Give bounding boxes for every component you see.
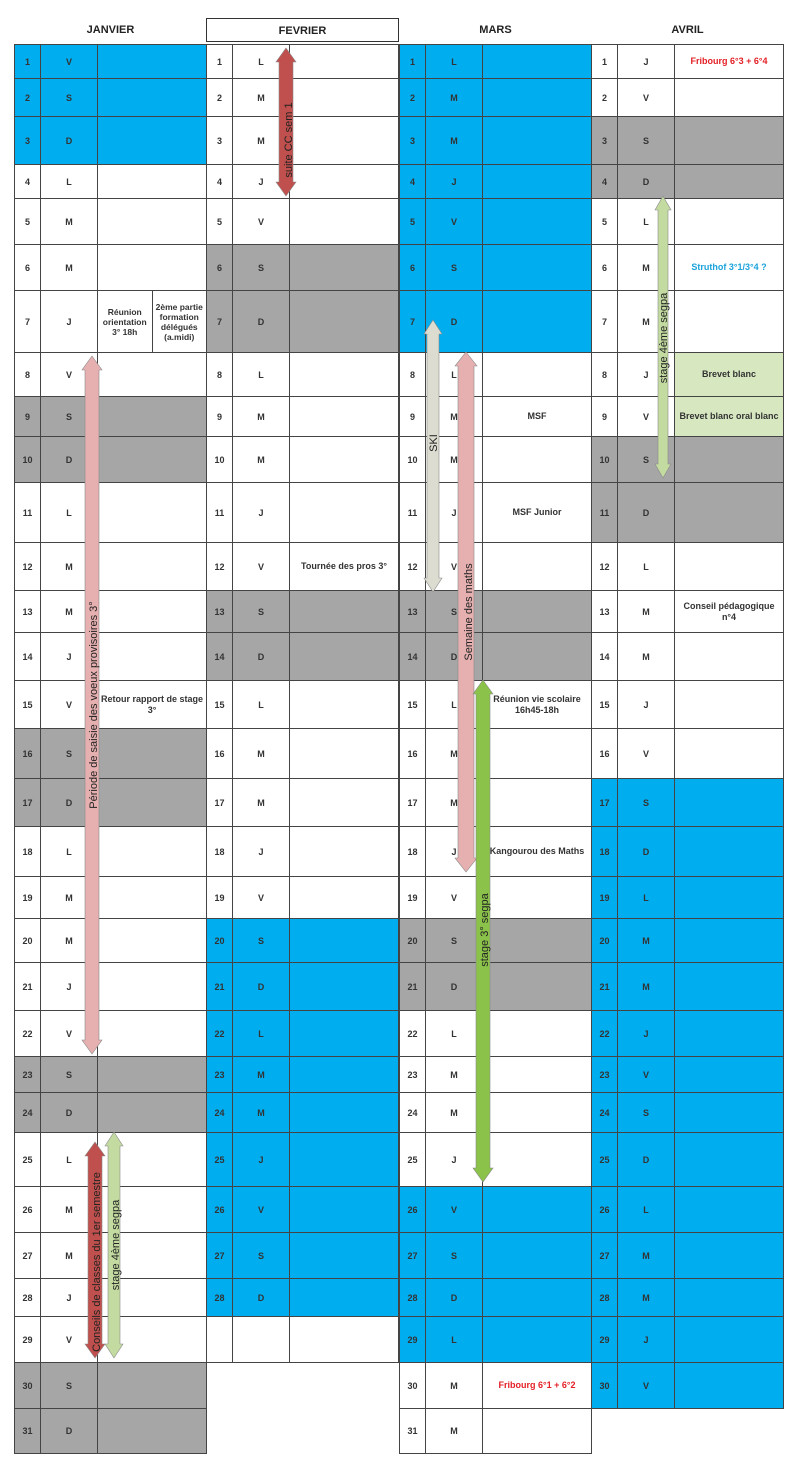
day-number: 4 [400,165,426,198]
day-of-week: V [41,1317,98,1362]
day-of-week: V [41,1011,98,1056]
day-number: 22 [15,1011,41,1056]
day-of-week: V [426,199,483,244]
day-number: 23 [207,1057,233,1092]
day-of-week: V [618,1057,675,1092]
day-of-week: M [426,1093,483,1132]
day-number: 3 [207,117,233,164]
day-of-week: V [618,397,675,436]
day-of-week: S [233,245,290,290]
day-of-week: M [233,437,290,482]
day-number: 30 [592,1363,618,1408]
arrow-label: Semaine des maths [463,563,475,661]
day-of-week: M [618,633,675,680]
event-label: Retour rapport de stage 3° [100,693,203,715]
day-number: 14 [592,633,618,680]
event-label: Réunion vie scolaire 16h45-18h [493,693,581,715]
day-of-week: M [233,1057,290,1092]
day-of-week: S [426,591,483,632]
day-number: 27 [15,1233,41,1278]
day-of-week: S [618,437,675,482]
day-number: 16 [207,729,233,778]
day-of-week: J [41,291,98,352]
day-number: 9 [207,397,233,436]
day-of-week: J [41,633,98,680]
day-number: 10 [400,437,426,482]
event-label: Struthof 3°1/3°4 ? [691,262,767,272]
day-of-week: V [41,353,98,396]
day-number: 1 [400,45,426,78]
day-number: 6 [207,245,233,290]
day-of-week: J [41,963,98,1010]
day-number: 16 [15,729,41,778]
day-of-week: L [618,1187,675,1232]
day-number: 21 [400,963,426,1010]
event-label: Brevet blanc [675,353,783,396]
day-number: 11 [207,483,233,542]
event-label: Conseil pédagogique n°4 [683,600,775,622]
day-number: 9 [15,397,41,436]
day-of-week: J [41,1279,98,1316]
event-label: Brevet blanc oral blanc [675,397,783,436]
day-of-week: D [426,1279,483,1316]
day-number: 28 [592,1279,618,1316]
day-of-week: D [233,1279,290,1316]
day-number: 25 [592,1133,618,1186]
day-number: 7 [207,291,233,352]
day-number: 13 [15,591,41,632]
day-number: 31 [400,1409,426,1453]
day-number: 2 [592,79,618,116]
day-number: 16 [592,729,618,778]
day-number: 22 [207,1011,233,1056]
day-of-week: V [618,79,675,116]
double-arrow-ski [424,320,442,592]
day-of-week: M [426,779,483,826]
day-of-week: V [41,45,98,78]
day-of-week: J [618,1011,675,1056]
day-number: 17 [592,779,618,826]
day-number: 7 [592,291,618,352]
day-of-week: D [41,117,98,164]
day-number: 5 [400,199,426,244]
day-number: 8 [592,353,618,396]
day-of-week: D [41,1409,98,1453]
day-of-week: D [41,437,98,482]
day-number: 4 [592,165,618,198]
day-of-week: M [41,877,98,918]
day-number: 6 [400,245,426,290]
day-of-week: D [618,1133,675,1186]
day-number: 15 [592,681,618,728]
day-of-week: L [41,165,98,198]
day-number: 24 [15,1093,41,1132]
day-number: 23 [592,1057,618,1092]
day-number: 18 [207,827,233,876]
day-of-week: J [426,827,483,876]
day-of-week: D [41,1093,98,1132]
day-number: 24 [400,1093,426,1132]
day-of-week: S [618,1093,675,1132]
day-number: 17 [400,779,426,826]
day-of-week: L [41,1133,98,1186]
day-of-week: L [618,199,675,244]
day-number: 10 [207,437,233,482]
day-number: 19 [592,877,618,918]
day-number: 17 [15,779,41,826]
day-number: 21 [15,963,41,1010]
day-of-week: L [41,483,98,542]
day-of-week: M [233,729,290,778]
day-of-week: M [618,591,675,632]
day-of-week: J [233,483,290,542]
day-number: 24 [592,1093,618,1132]
day-of-week: M [618,1279,675,1316]
day-of-week: J [426,165,483,198]
day-of-week: M [41,1187,98,1232]
event-label: Fribourg 6°3 + 6°4 [690,56,768,66]
day-of-week: M [41,591,98,632]
event-label: Tournée des pros 3° [301,561,387,571]
day-number: 2 [207,79,233,116]
day-of-week: J [233,165,290,198]
day-of-week: L [41,827,98,876]
day-of-week: V [618,729,675,778]
event-label: 2ème partie formation délégués (a.midi) [155,301,203,342]
day-number: 30 [15,1363,41,1408]
day-of-week: L [233,45,290,78]
day-of-week: S [618,779,675,826]
day-of-week: M [41,543,98,590]
day-number: 29 [15,1317,41,1362]
day-number: 27 [592,1233,618,1278]
day-number: 19 [400,877,426,918]
day-of-week: M [233,779,290,826]
day-of-week: S [41,729,98,778]
arrow-label: Période de saisie des voeux provisoires 3° [88,601,100,809]
day-of-week: S [426,1233,483,1278]
day-of-week: V [618,1363,675,1408]
day-of-week: S [41,1057,98,1092]
day-number: 5 [592,199,618,244]
day-number: 16 [400,729,426,778]
day-of-week: S [41,1363,98,1408]
day-number: 17 [207,779,233,826]
day-of-week: V [233,199,290,244]
arrow-label: stage 4ème segpa [658,292,670,384]
day-of-week: D [233,963,290,1010]
day-of-week: L [426,1317,483,1362]
day-of-week: J [426,483,483,542]
day-of-week: D [426,291,483,352]
day-number: 21 [592,963,618,1010]
day-of-week: S [233,591,290,632]
day-of-week: J [618,45,675,78]
day-number: 11 [15,483,41,542]
day-number: 24 [207,1093,233,1132]
day-number: 4 [207,165,233,198]
day-of-week: M [426,729,483,778]
day-of-week: V [233,877,290,918]
day-number: 12 [207,543,233,590]
day-number: 23 [15,1057,41,1092]
day-number: 28 [207,1279,233,1316]
day-number: 13 [400,591,426,632]
day-of-week: V [233,1187,290,1232]
day-of-week: M [618,963,675,1010]
day-of-week: D [41,779,98,826]
day-number: 8 [400,353,426,396]
month-header: MARS [479,24,512,36]
day-number: 21 [207,963,233,1010]
arrow-label: Conseils de classes du 1er semestre [91,1172,103,1352]
day-of-week: M [426,117,483,164]
day-number: 5 [15,199,41,244]
day-of-week: V [41,681,98,728]
day-of-week: S [233,1233,290,1278]
day-of-week: S [41,397,98,436]
day-number: 26 [207,1187,233,1232]
day-number: 1 [592,45,618,78]
day-number: 29 [592,1317,618,1362]
day-of-week: J [233,1133,290,1186]
day-of-week: M [618,291,675,352]
day-number: 20 [15,919,41,962]
day-number: 2 [400,79,426,116]
day-of-week: J [618,353,675,396]
day-of-week: L [233,353,290,396]
day-of-week: L [426,45,483,78]
day-number: 7 [15,291,41,352]
arrow-label: suite CC sem 1 [283,102,295,178]
day-of-week: M [426,437,483,482]
day-number: 11 [592,483,618,542]
day-of-week: J [618,681,675,728]
day-of-week: M [426,1057,483,1092]
day-number: 15 [400,681,426,728]
day-of-week: M [618,1233,675,1278]
day-number: 10 [15,437,41,482]
day-number: 2 [15,79,41,116]
day-of-week: L [233,1011,290,1056]
day-of-week: D [618,165,675,198]
day-number: 29 [400,1317,426,1362]
day-number: 15 [207,681,233,728]
day-number: 3 [15,117,41,164]
day-number: 1 [207,45,233,78]
day-number: 23 [400,1057,426,1092]
day-number: 3 [400,117,426,164]
day-of-week: J [426,1133,483,1186]
day-of-week: J [233,827,290,876]
day-number: 20 [400,919,426,962]
day-number: 25 [400,1133,426,1186]
day-number: 8 [207,353,233,396]
day-of-week: S [618,117,675,164]
day-number: 14 [15,633,41,680]
day-of-week: S [233,919,290,962]
day-of-week: M [233,397,290,436]
day-of-week: V [233,543,290,590]
day-of-week: M [426,397,483,436]
day-of-week: M [41,245,98,290]
day-of-week: M [426,79,483,116]
day-number: 30 [400,1363,426,1408]
day-number: 27 [207,1233,233,1278]
day-number: 20 [207,919,233,962]
day-number: 12 [15,543,41,590]
day-number: 13 [207,591,233,632]
day-number: 7 [400,291,426,352]
day-number: 12 [400,543,426,590]
day-number: 13 [592,591,618,632]
day-of-week: D [426,963,483,1010]
day-of-week: S [41,79,98,116]
day-of-week: M [426,1409,483,1453]
day-of-week: J [618,1317,675,1362]
day-number: 1 [15,45,41,78]
event-label: Réunion orientation 3° 18h [98,291,153,352]
day-number: 26 [592,1187,618,1232]
month-header: JANVIER [86,24,135,36]
day-number: 8 [15,353,41,396]
day-number: 31 [15,1409,41,1453]
event-label: Fribourg 6°1 + 6°2 [498,1380,576,1390]
day-number: 20 [592,919,618,962]
day-of-week: V [426,543,483,590]
day-of-week: S [426,919,483,962]
day-of-week: M [41,919,98,962]
day-number: 22 [592,1011,618,1056]
day-number: 18 [400,827,426,876]
day-of-week: M [618,919,675,962]
day-number: 27 [400,1233,426,1278]
arrow-label: stage 4ème segpa [110,1199,122,1291]
day-number: 3 [592,117,618,164]
day-number: 26 [15,1187,41,1232]
day-of-week: M [41,1233,98,1278]
day-of-week: M [233,117,290,164]
day-of-week: D [233,291,290,352]
day-of-week: D [618,483,675,542]
day-of-week: L [618,877,675,918]
day-of-week: S [426,245,483,290]
day-number: 4 [15,165,41,198]
day-number: 10 [592,437,618,482]
day-number: 9 [400,397,426,436]
day-of-week: M [41,199,98,244]
day-number: 19 [15,877,41,918]
day-number: 5 [207,199,233,244]
day-of-week: M [233,1093,290,1132]
arrow-label: stage 3° segpa [479,893,491,967]
day-of-week: L [426,1011,483,1056]
day-of-week: L [426,681,483,728]
day-of-week: M [618,245,675,290]
day-of-week: M [233,79,290,116]
day-of-week: L [233,681,290,728]
day-number: 11 [400,483,426,542]
day-number: 9 [592,397,618,436]
day-number: 15 [15,681,41,728]
day-number: 26 [400,1187,426,1232]
day-of-week: V [426,1187,483,1232]
day-of-week: D [618,827,675,876]
day-of-week: V [426,877,483,918]
day-number: 25 [207,1133,233,1186]
event-label: Kangourou des Maths [489,846,585,856]
day-number: 6 [15,245,41,290]
day-of-week: L [426,353,483,396]
day-number: 14 [400,633,426,680]
day-number: 22 [400,1011,426,1056]
day-of-week: L [618,543,675,590]
day-number: 6 [592,245,618,290]
day-of-week: M [426,1363,483,1408]
day-number: 12 [592,543,618,590]
day-number: 14 [207,633,233,680]
month-header: FEVRIER [206,18,399,42]
event-label: MSF Junior [512,507,562,517]
month-header: AVRIL [671,24,704,36]
day-number: 25 [15,1133,41,1186]
day-of-week: D [233,633,290,680]
event-label: MSF [527,411,547,421]
day-number: 18 [592,827,618,876]
day-number: 18 [15,827,41,876]
day-of-week: D [426,633,483,680]
day-number: 28 [400,1279,426,1316]
day-number: 19 [207,877,233,918]
day-number: 28 [15,1279,41,1316]
arrow-label: SKI [428,434,440,452]
